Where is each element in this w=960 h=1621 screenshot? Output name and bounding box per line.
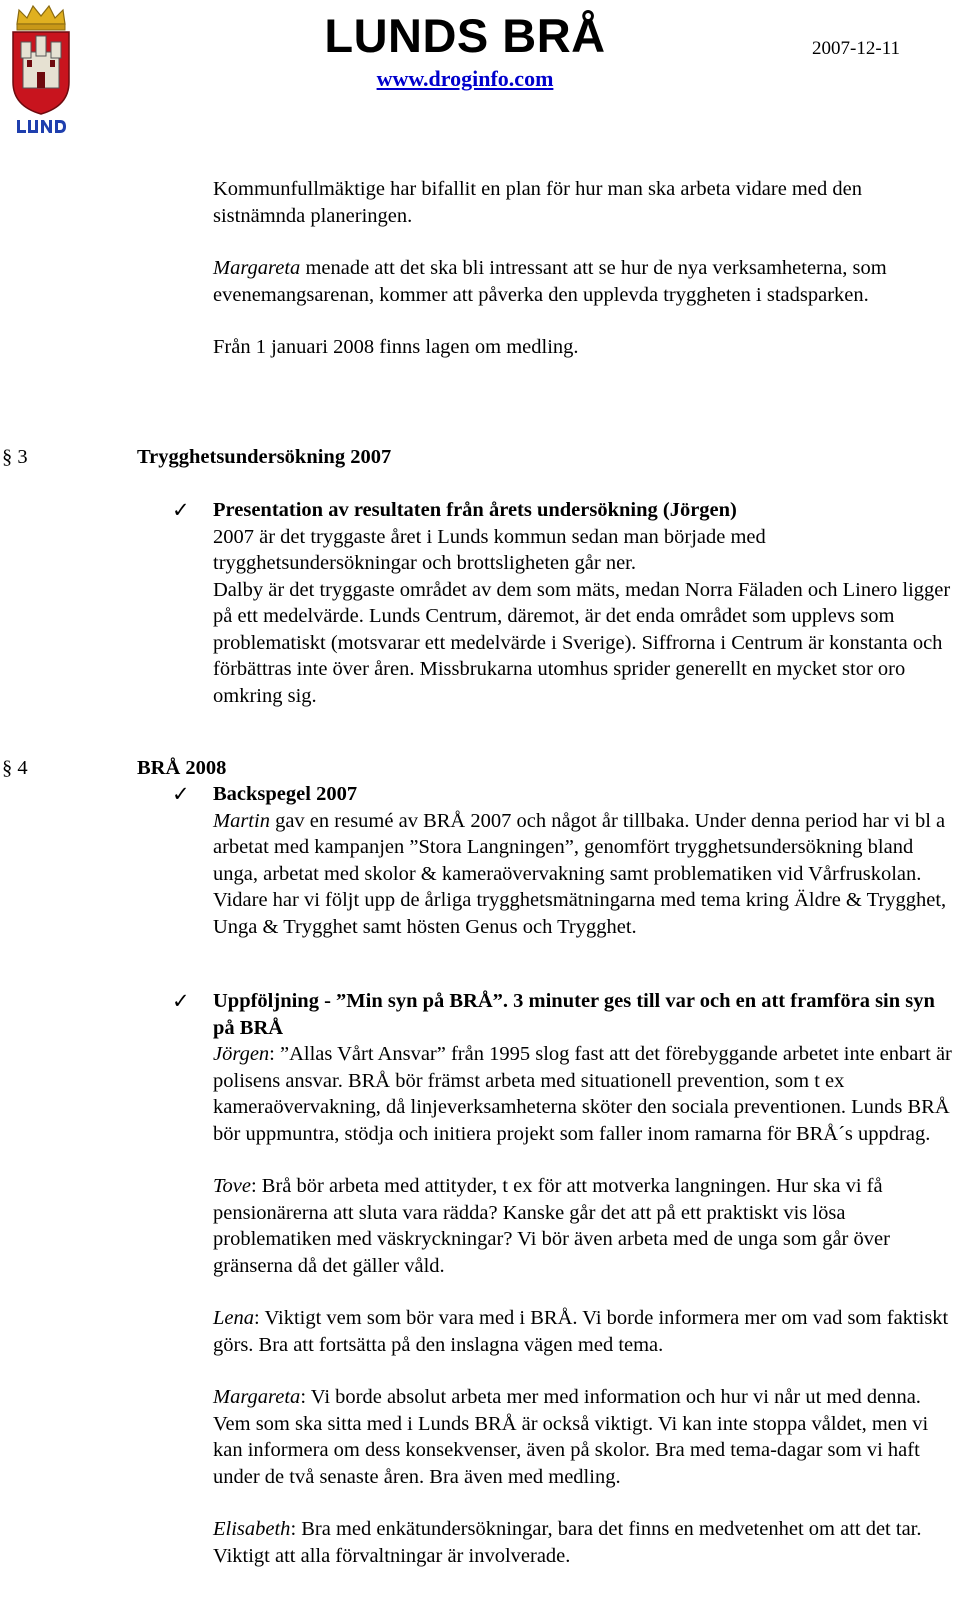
item-text: Dalby är det tryggaste området av dem som mäts, medan Norra Fäladen och Linero ligger på ett medelvärde. Lunds Centrum, däremot, är det enda området som upplevs som problematiskt (motsvarar ett medelvärde i Sverige). Siffrorna i Centrum är konstanta och förbättras inte över åren. Missbrukarna utomhus sprider generellt en mycket stor oro omkring sig.	[213, 578, 951, 707]
item-heading: Uppföljning - ”Min syn på BRÅ”. 3 minuter ges till var och en att framföra sin syn på BRÅ	[213, 990, 935, 1039]
statement: Lena: Viktigt vem som bör vara med i BRÅ. Vi borde informera mer om vad som faktiskt görs. Bra att fortsätta på den inslagna vägen med tema.	[213, 1307, 949, 1356]
section-number: § 4	[2, 757, 28, 779]
statement: Tove: Brå bör arbeta med attityder, t ex för att motverka langningen. Hur ska vi få pensionärerna att sluta vara rädda? Kanske går det att på ett praktiskt vis lösa problematiken med väskryckningar? Vi bör även arbeta med de unga som går över gränserna då det gäller våld.	[213, 1175, 890, 1277]
item-heading: Presentation av resultaten från årets undersökning (Jörgen)	[213, 499, 737, 521]
statement: Elisabeth: Bra med enkätundersökningar, bara det finns en medvetenhet om att det tar. Viktigt att alla förvaltningar är involverade.	[213, 1518, 922, 1567]
speaker-name: Margareta	[213, 257, 301, 279]
document-date: 2007-12-11	[812, 38, 900, 59]
item-heading: Backspegel 2007	[213, 783, 358, 805]
checkmark-icon: ✓	[172, 989, 190, 1013]
section-3-item-1	[213, 497, 958, 709]
checkmark-icon: ✓	[172, 498, 190, 522]
speaker-name: Jörgen	[213, 1043, 270, 1065]
speaker-name: Tove	[213, 1175, 251, 1197]
speaker-name: Elisabeth	[213, 1518, 291, 1540]
section-4-item-1	[213, 781, 958, 940]
section-title: BRÅ 2008	[137, 757, 227, 779]
section-4-item-2	[213, 988, 958, 1569]
speaker-name: Margareta	[213, 1386, 301, 1408]
item-text: 2007 är det tryggaste året i Lunds kommun sedan man började med trygghetsundersökningar och brottsligheten går ner.	[213, 525, 766, 574]
checkmark-icon: ✓	[172, 782, 190, 806]
speaker-name: Martin	[213, 809, 270, 832]
item-text: Martin gav en resumé av BRÅ 2007 och något år tillbaka. Under denna period har vi bl a arbetat med kampanjen ”Stora Langningen”, genomfört trygghetsundersökning bland unga, arbetat med skolor & kameraövervakning samt problematiken vid Vårfruskolan. Vidare har vi följt upp de årliga trygghetsmätningarna med tema kring Äldre & Trygghet, Unga & Trygghet samt hösten Genus och Trygghet.	[213, 809, 947, 938]
brand-title: LUNDS BRÅ	[324, 9, 606, 62]
intro-paragraph-1: Kommunfullmäktige har bifallit en plan för hur man ska arbeta vidare med den sistnämnda planeringen.	[213, 178, 862, 227]
intro-paragraph-3: Från 1 januari 2008 finns lagen om medling.	[213, 336, 579, 358]
intro-block	[213, 176, 958, 361]
section-number: § 3	[2, 446, 28, 468]
statement: Margareta: Vi borde absolut arbeta mer med information och hur vi når ut med denna. Vem som ska sitta med i Lunds BRÅ är också viktigt. Vi kan inte stoppa våldet, men vi kan informera om dess konsekvenser, även på skolor. Bra med tema-dagar som vi haft under de två senaste åren. Bra även med medling.	[213, 1386, 929, 1488]
speaker-name: Lena	[213, 1307, 254, 1329]
statement: Jörgen: ”Allas Vårt Ansvar” från 1995 slog fast att det förebyggande arbetet inte enbart är polisens ansvar. BRÅ bör främst arbeta med situationell prevention, som t ex kameraövervakning, då linjeverksamheterna sköter den sociala preventionen. Lunds BRÅ bör uppmuntra, stödja och initiera projekt som faller inom ramarna för BRÅ´s uppdrag.	[213, 1043, 952, 1145]
intro-paragraph-2: Margareta menade att det ska bli intressant att se hur de nya verksamheterna, som evenemangsarenan, kommer att påverka den upplevda tryggheten i stadsparken.	[213, 257, 887, 306]
section-title: Trygghetsundersökning 2007	[137, 446, 392, 468]
website-link[interactable]: www.droginfo.com	[376, 66, 554, 91]
